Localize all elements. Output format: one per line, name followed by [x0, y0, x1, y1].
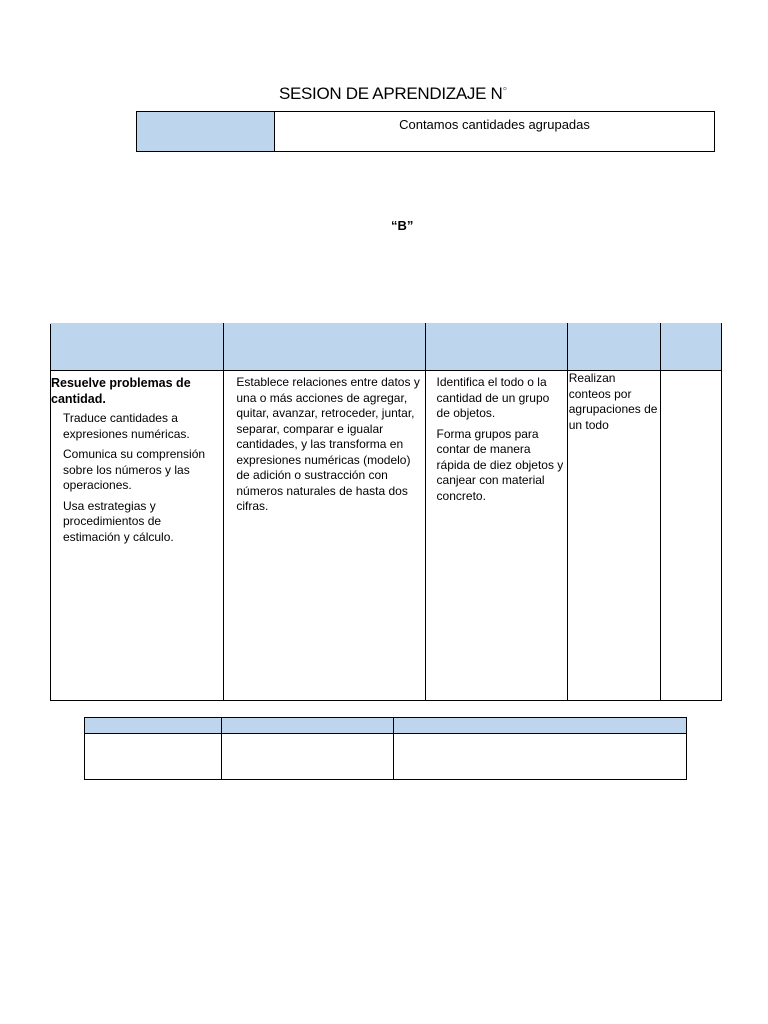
page-title: [0, 84, 768, 104]
secondary-table: [84, 717, 687, 780]
secondary-header-cell-3: [394, 718, 687, 734]
criteria-cell: [425, 371, 567, 701]
secondary-header-cell-2: [221, 718, 394, 734]
secondary-body-cell-1: [85, 734, 222, 780]
title-degree-mark: °: [502, 84, 508, 98]
evidence-cell: [567, 371, 660, 701]
secondary-body-cell-2: [221, 734, 394, 780]
competency-cell: [51, 371, 224, 701]
header-cell-evidence: [567, 324, 660, 371]
grade-label: “B”: [391, 218, 414, 233]
header-cell-instrument: [660, 324, 721, 371]
session-label-cell: [137, 112, 275, 152]
session-info-table: [136, 111, 715, 152]
competency-heading: Resuelve problemas de cantidad.: [51, 376, 191, 406]
competency-table: [50, 323, 722, 701]
secondary-header-cell-1: [85, 718, 222, 734]
secondary-body-cell-3: [394, 734, 687, 780]
header-cell-criteria: [425, 324, 567, 371]
performance-cell: [224, 371, 425, 701]
capacity-item: Usa estrategias y procedimientos de estimación y cálculo.: [63, 498, 174, 544]
session-name-cell: Contamos cantidades agrupadas: [275, 112, 715, 152]
performance-text: Establece relaciones entre datos y una o más acciones de agregar, quitar, avanzar, retroceder, juntar, separar, comparar e igualar cantidades, y las transforma en expresiones numéricas (modelo) de adición o sustracción con números naturales de hasta dos cifras.: [236, 375, 420, 513]
criterion-item: Forma grupos para contar de manera rápida de diez objetos y canjear con material concreto.: [436, 426, 564, 503]
capacity-item: Traduce cantidades a expresiones numéricas.: [63, 411, 190, 441]
header-cell-competency: [51, 324, 224, 371]
evidence-text: Realizan conteos por agrupaciones de un todo: [568, 371, 658, 432]
title-text: SESION DE APRENDIZAJE N: [278, 84, 503, 103]
instrument-cell: [660, 371, 721, 701]
header-cell-performance: [224, 324, 425, 371]
criterion-item: Identifica el todo o la cantidad de un grupo de objetos.: [436, 375, 550, 420]
capacity-item: Comunica su comprensión sobre los números y las operaciones.: [63, 447, 206, 492]
